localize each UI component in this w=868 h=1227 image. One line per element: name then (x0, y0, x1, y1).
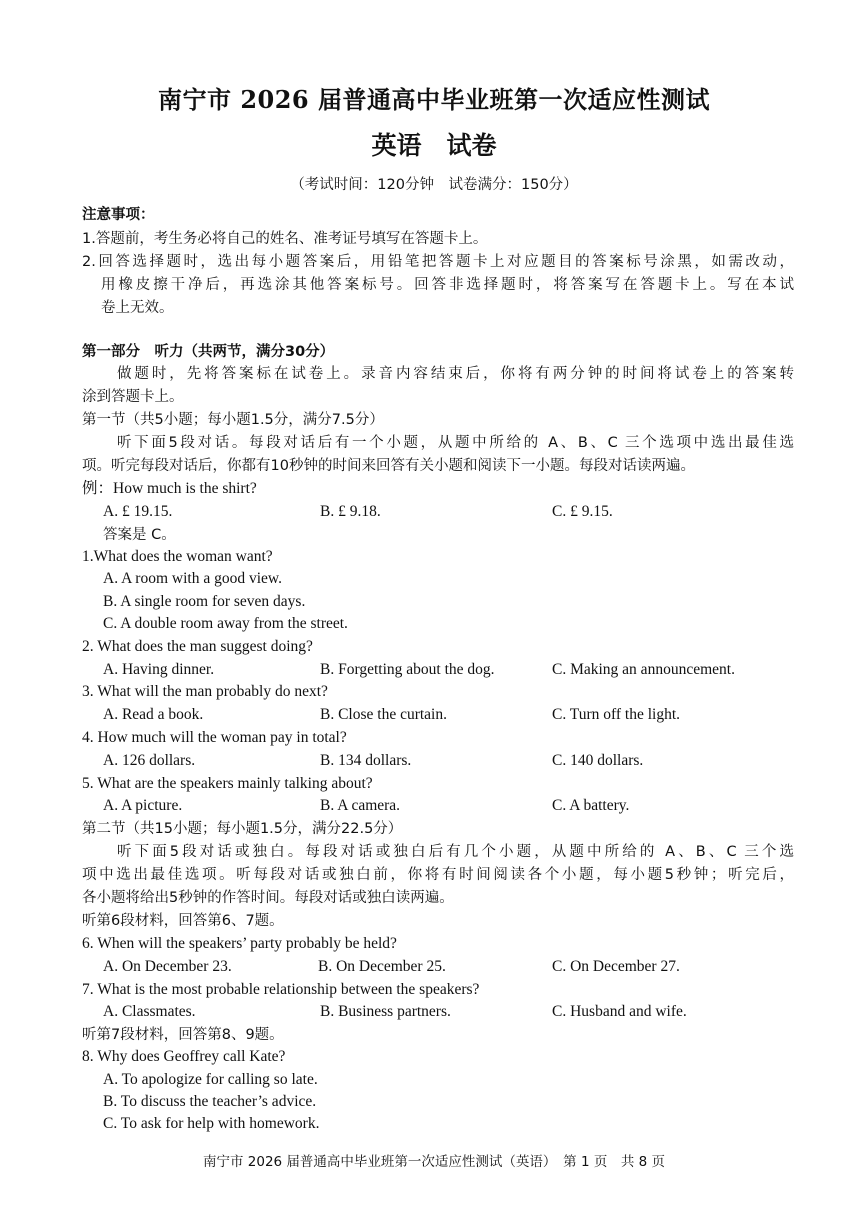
exam-info: （考试时间：120分钟 试卷满分：150分） (290, 177, 578, 193)
question-5-option-b: B. A camera. (320, 797, 401, 814)
section2-instr-2: 项中选出最佳选项。听每段对话或独白前，你将有时间阅读各个小题，每小题5秒钟；听完后， (82, 867, 794, 883)
question-4-option-a: A. 126 dollars. (103, 752, 196, 769)
question-6-option-c: C. On December 27. (552, 958, 680, 975)
notice-item-2-cont: 用橡皮擦干净后，再选涂其他答案标号。回答非选择题时，将答案写在答题卡上。写在本试 (101, 277, 794, 293)
question-1-option-b: B. A single room for seven days. (103, 593, 306, 610)
section2-instr-1: 听下面5段对话或独白。每段对话或独白后有几个小题，从题中所给的 A、B、C 三个选 (117, 844, 794, 860)
notice-item-2-end: 卷上无效。 (101, 300, 174, 316)
question-4-option-b: B. 134 dollars. (320, 752, 412, 769)
question-3-stem: 3. What will the man probably do next? (82, 683, 328, 700)
notice-heading: 注意事项： (82, 207, 155, 223)
notice-item-2: 2.回答选择题时，选出每小题答案后，用铅笔把答题卡上对应题目的答案标号涂黑，如需改动， (82, 254, 794, 270)
question-7-option-b: B. Business partners. (320, 1003, 451, 1020)
question-8-stem: 8. Why does Geoffrey call Kate? (82, 1048, 286, 1065)
question-2-option-a: A. Having dinner. (103, 661, 215, 678)
example-option-c: C. £ 9.15. (552, 503, 613, 520)
question-3-option-b: B. Close the curtain. (320, 706, 447, 723)
part1-intro-1: 做题时，先将答案标在试卷上。录音内容结束后，你将有两分钟的时间将试卷上的答案转 (117, 366, 794, 382)
question-4-stem: 4. How much will the woman pay in total? (82, 729, 347, 746)
question-7-stem: 7. What is the most probable relationship between the speakers? (82, 981, 480, 998)
question-2-stem: 2. What does the man suggest doing? (82, 638, 313, 655)
question-7-option-a: A. Classmates. (103, 1003, 196, 1020)
question-6-option-b: B. On December 25. (318, 958, 446, 975)
question-5-option-a: A. A picture. (103, 797, 183, 814)
question-7-option-c: C. Husband and wife. (552, 1003, 687, 1020)
example-option-a: A. £ 19.15. (103, 503, 173, 520)
question-8-option-b: B. To discuss the teacher’s advice. (103, 1093, 317, 1110)
example-answer: 答案是 C。 (103, 527, 176, 543)
section1-heading: 第一节（共5小题；每小题1.5分，满分7.5分） (82, 412, 384, 428)
exam-subject: 英语 试卷 (371, 131, 497, 160)
question-1-stem: 1.What does the woman want? (82, 548, 273, 565)
question-3-option-c: C. Turn off the light. (552, 706, 681, 723)
section1-instr-2: 项。听完每段对话后，你都有10秒钟的时间来回答有关小题和阅读下一小题。每段对话读两遍。 (82, 458, 695, 474)
question-2-option-c: C. Making an announcement. (552, 661, 735, 678)
section2-instr-3: 各小题将给出5秒钟的作答时间。每段对话或独白读两遍。 (82, 890, 454, 906)
question-5-stem: 5. What are the speakers mainly talking about? (82, 775, 373, 792)
part1-intro-2: 涂到答题卡上。 (82, 389, 184, 405)
question-5-option-c: C. A battery. (552, 797, 630, 814)
question-6-option-a: A. On December 23. (103, 958, 232, 975)
question-1-option-a: A. A room with a good view. (103, 570, 282, 587)
question-1-option-c: C. A double room away from the street. (103, 615, 348, 632)
question-8-option-c: C. To ask for help with homework. (103, 1115, 320, 1132)
example-option-b: B. £ 9.18. (320, 503, 381, 520)
question-2-option-b: B. Forgetting about the dog. (320, 661, 495, 678)
material-7-prompt: 听第7段材料，回答第8、9题。 (82, 1027, 284, 1043)
material-6-prompt: 听第6段材料，回答第6、7题。 (82, 913, 284, 929)
section2-heading: 第二节（共15小题；每小题1.5分，满分22.5分） (82, 821, 403, 837)
question-3-option-a: A. Read a book. (103, 706, 204, 723)
question-8-option-a: A. To apologize for calling so late. (103, 1071, 318, 1088)
page-footer: 南宁市 2026 届普通高中毕业班第一次适应性测试（英语） 第 1 页 共 8 页 (202, 1154, 666, 1170)
question-4-option-c: C. 140 dollars. (552, 752, 644, 769)
part1-heading: 第一部分 听力（共两节，满分30分） (82, 344, 335, 360)
exam-title: 南宁市 2026 届普通高中毕业班第一次适应性测试 (157, 85, 710, 114)
question-6-stem: 6. When will the speakers’ party probably be held? (82, 935, 397, 952)
notice-item-1: 1.答题前，考生务必将自己的姓名、准考证号填写在答题卡上。 (82, 231, 488, 247)
section1-instr-1: 听下面5段对话。每段对话后有一个小题，从题中所给的 A、B、C 三个选项中选出最佳选 (117, 435, 794, 451)
example-question: 例：How much is the shirt? (82, 480, 257, 497)
